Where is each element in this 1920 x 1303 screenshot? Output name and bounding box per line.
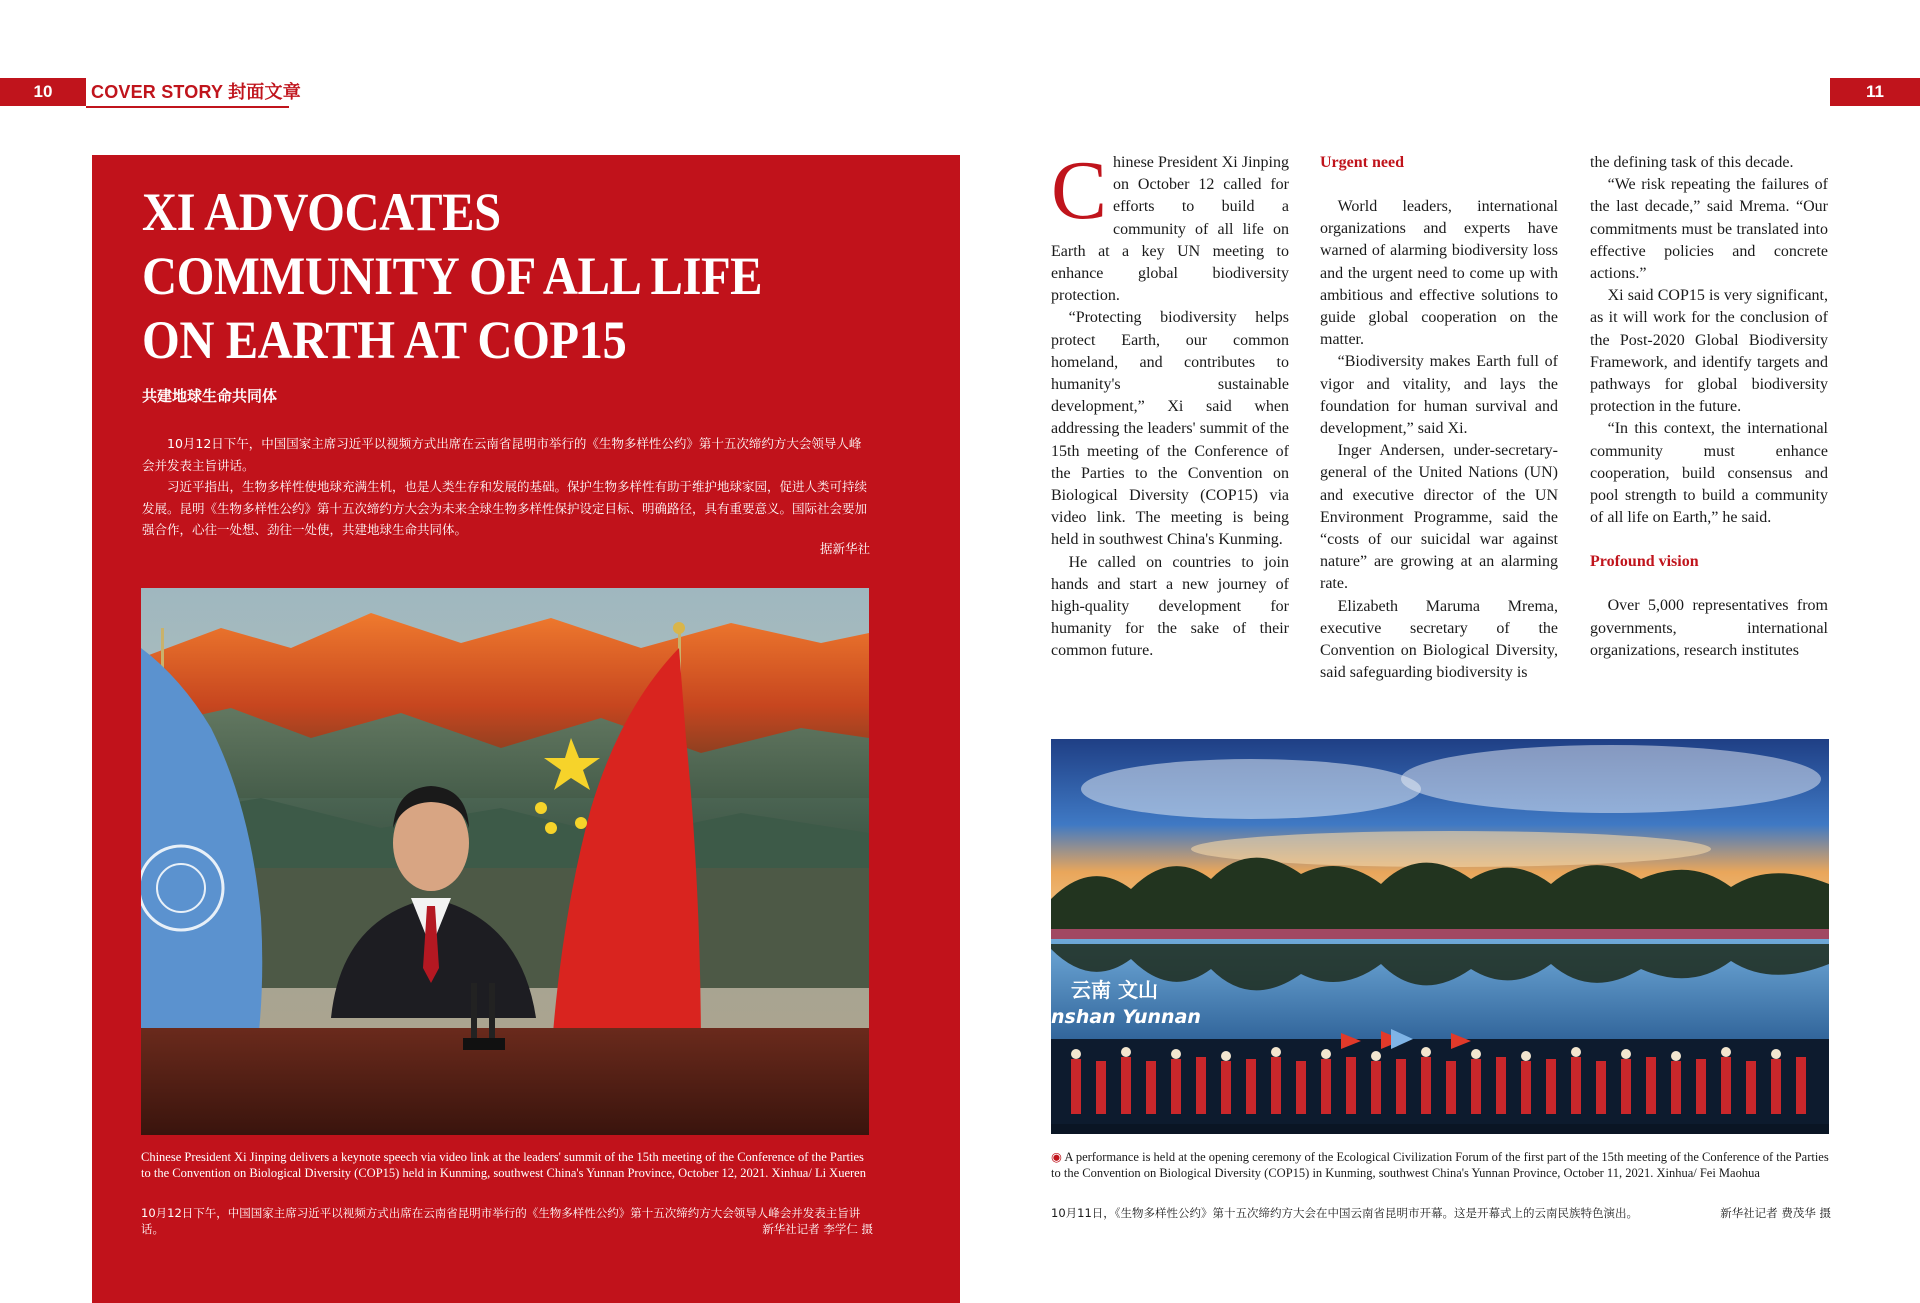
ceremony-performance-photo xyxy=(1051,739,1829,1134)
xi-speech-photo xyxy=(141,588,869,1135)
article-paragraph: Inger Andersen, under-secretary-general of the United Nations (UN) and executive director of the UN Environment Programme, said the “costs of our suicidal war against nature” are growing at an alarming rate. xyxy=(1320,442,1558,593)
caption-en-text: A performance is held at the opening ceremony of the Ecological Civilization Forum of the first part of the 15th meeting of the Conference of the Parties to the Convention on Biological Diversity (COP15) in Kunming, southwest China's Yunnan Province, October 11, 2021. Xinhua/ Fei Maohua xyxy=(1051,1150,1829,1180)
section-heading-urgent-need: Urgent need xyxy=(1320,154,1404,171)
section-heading-profound-vision: Profound vision xyxy=(1590,553,1699,571)
section-spacer xyxy=(1590,529,1828,551)
lead-text: hinese President Xi Jinping on October 12 called for efforts to build a community of all life on Earth at a key UN meeting to enhance global biodiversity protection. xyxy=(1051,154,1289,305)
photo-overlay-zh: 云南 文山 xyxy=(1071,978,1158,1002)
article-paragraph: He called on countries to join hands and start a new journey of high-quality development for humanity for the sake of their common future. xyxy=(1051,553,1289,660)
right-photo-caption-en xyxy=(1051,1150,1831,1181)
left-photo-caption-zh xyxy=(141,1205,873,1237)
right-photo-caption-zh xyxy=(1051,1205,1831,1221)
article-paragraph: “Protecting biodiversity helps protect Earth, our common homeland, and contributes to humanity's sustainable development,” Xi said when addressing the leaders' summit of the 15th meeting of the Conference of the Parties to the Convention on Biological Diversity (COP15) via video link. The meeting is being held in southwest China's Kunming. xyxy=(1051,309,1289,549)
caption-zh-text: 10月11日，《生物多样性公约》第十五次缔约方大会在中国云南省昆明市开幕。这是开幕式上的云南民族特色演出。 xyxy=(1051,1206,1639,1220)
summary-zh xyxy=(142,433,870,541)
article-paragraph: Elizabeth Maruma Mrema, executive secretary of the Convention on Biological Diversity, said safeguarding biodiversity is xyxy=(1320,597,1558,682)
article-paragraph: Over 5,000 representatives from governments, international organizations, research institutes xyxy=(1590,597,1828,659)
photo-credit-zh: 新华社记者 费茂华 摄 xyxy=(1720,1206,1831,1220)
article-paragraph: “Biodiversity makes Earth full of vigor and vitality, and lays the foundation for human survival and development,” said Xi. xyxy=(1320,353,1558,438)
article-column-3 xyxy=(1590,152,1828,662)
article-column-1 xyxy=(1051,144,1289,663)
article-paragraph: Xi said COP15 is very significant, as it will work for the conclusion of the Post-2020 Global Biodiversity Framework, and identify targets and pathways for global biodiversity protection in the future. xyxy=(1590,287,1828,416)
photo-credit-zh: 新华社记者 李学仁 摄 xyxy=(762,1222,873,1236)
article-column-2 xyxy=(1320,152,1558,684)
caption-camera-icon: ◉ xyxy=(1051,1150,1062,1164)
left-photo-caption-en: Chinese President Xi Jinping delivers a keynote speech via video link at the leaders' summit of the 15th meeting of the Conference of the Parties to the Convention on Biological Diversity (COP15) held in Kunming, southwest China's Yunnan Province, October 12, 2021. Xinhua/ Li Xueren xyxy=(141,1150,866,1180)
caption-zh-text: 10月12日下午，中国国家主席习近平以视频方式出席在云南省昆明市举行的《生物多样性公约》第十五次缔约方大会领导人峰会并发表主旨讲话。 xyxy=(141,1206,861,1236)
subheadline-zh: 共建地球生命共同体 xyxy=(142,387,278,405)
page-number-left: 10 xyxy=(0,78,86,106)
summary-paragraph: 习近平指出，生物多样性使地球充满生机，也是人类生存和发展的基础。保护生物多样性有助于维护地球家园，促进人类可持续发展。昆明《生物多样性公约》第十五次缔约方大会为未来全球生物多样性保护设定目标、明确路径，具有重要意义。国际社会要加强合作，心往一处想、劲往一处使，共建地球生命共同体。 xyxy=(142,479,868,537)
article-paragraph: World leaders, international organizations and experts have warned of alarming biodiversity loss and the urgent need to come up with ambitious and effective solutions to guide global cooperation on the matter. xyxy=(1320,198,1558,349)
summary-paragraph: 10月12日下午，中国国家主席习近平以视频方式出席在云南省昆明市举行的《生物多样性公约》第十五次缔约方大会领导人峰会并发表主旨讲话。 xyxy=(142,436,862,473)
summary-source: 据新华社 xyxy=(819,541,870,556)
article-paragraph: the defining task of this decade. xyxy=(1590,154,1794,171)
photo-overlay-en: nshan Yunnan xyxy=(1051,1006,1201,1028)
article-paragraph: “In this context, the international community must enhance cooperation, build consensus and pool strength to build a community of all life on Earth,” he said. xyxy=(1590,420,1828,527)
section-label: COVER STORY 封面文章 xyxy=(91,82,301,102)
header-rule xyxy=(86,106,289,108)
drop-cap: C xyxy=(1051,144,1108,237)
headline: XI ADVOCATES COMMUNITY OF ALL LIFE ON EARTH AT COP15 xyxy=(142,182,763,370)
page-number-right: 11 xyxy=(1830,78,1920,106)
lead-paragraph xyxy=(1051,144,1289,307)
article-paragraph: “We risk repeating the failures of the last decade,” said Mrema. “Our commitments must be translated into effective policies and concrete actions.” xyxy=(1590,176,1828,283)
